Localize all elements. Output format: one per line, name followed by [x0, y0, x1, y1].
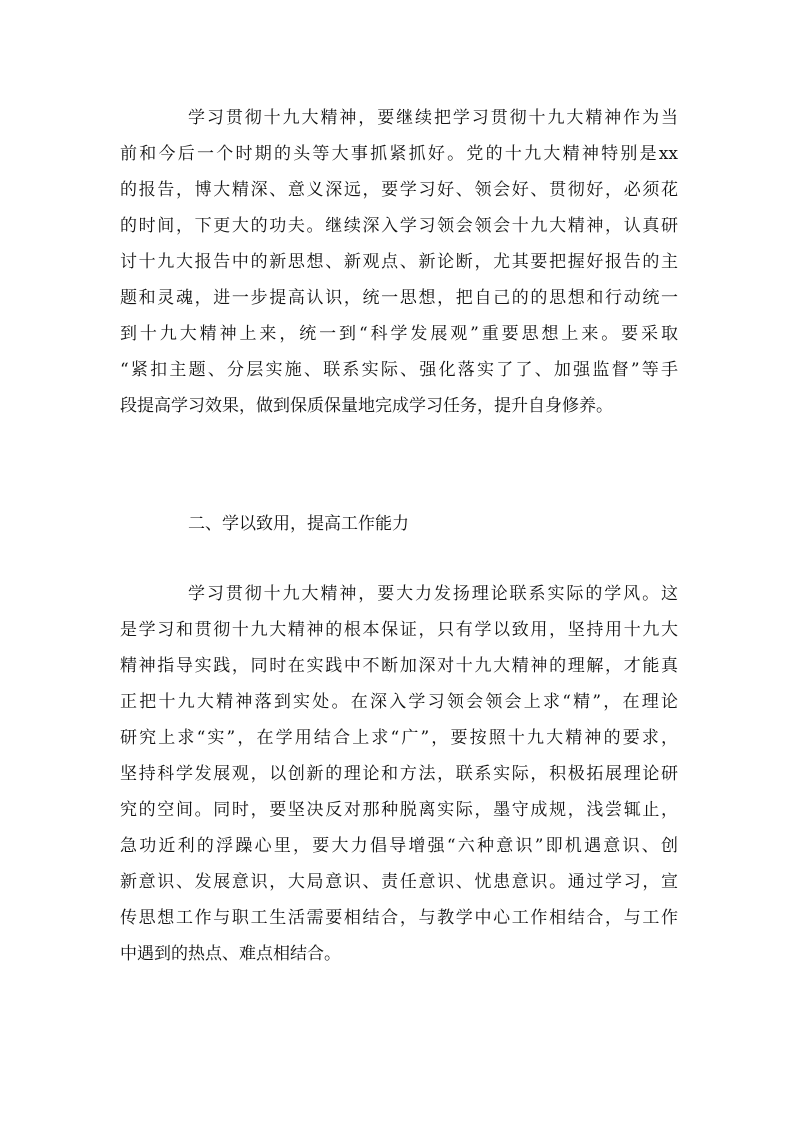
- paragraph-line: 正把十九大精神落到实处。在深入学习领会领会上求“精”，在理论: [120, 692, 678, 712]
- paragraph-line: 是学习和贯彻十九大精神的根本保证，只有学以致用，坚持用十九大: [120, 620, 678, 640]
- paragraph-line: 急功近利的浮躁心里，要大力倡导增强“六种意识”即机遇意识、创: [120, 836, 678, 856]
- body-paragraph-1: [120, 100, 678, 424]
- paragraph-line: 题和灵魂，进一步提高认识，统一思想，把自己的的思想和行动统一: [120, 288, 678, 308]
- paragraph-line: 到十九大精神上来，统一到“科学发展观”重要思想上来。要采取: [120, 324, 678, 344]
- paragraph-line: “紧扣主题、分层实施、联系实际、强化落实了了、加强监督”等手: [120, 360, 678, 380]
- paragraph-line: 前和今后一个时期的头等大事抓紧抓好。党的十九大精神特别是xx: [120, 144, 678, 164]
- paragraph-line: 坚持科学发展观，以创新的理论和方法，联系实际，积极拓展理论研: [120, 764, 678, 784]
- paragraph-line: 学习贯彻十九大精神，要继续把学习贯彻十九大精神作为当: [188, 108, 678, 128]
- section-heading: 二、学以致用，提高工作能力: [188, 514, 409, 534]
- paragraph-line: 研究上求“实”，在学用结合上求“广”，要按照十九大精神的要求，: [120, 728, 678, 748]
- paragraph-line: 中遇到的热点、难点相结合。: [120, 944, 341, 964]
- paragraph-line: 的报告，博大精深、意义深远，要学习好、领会好、贯彻好，必须花: [120, 180, 678, 200]
- body-paragraph-2: [120, 576, 678, 972]
- paragraph-line: 学习贯彻十九大精神，要大力发扬理论联系实际的学风。这: [188, 584, 678, 604]
- paragraph-line: 究的空间。同时，要坚决反对那种脱离实际，墨守成规，浅尝辄止，: [120, 800, 678, 820]
- paragraph-line: 讨十九大报告中的新思想、新观点、新论断，尤其要把握好报告的主: [120, 252, 678, 272]
- paragraph-line: 新意识、发展意识，大局意识、责任意识、忧患意识。通过学习，宣: [120, 872, 678, 892]
- paragraph-line: 的时间，下更大的功夫。继续深入学习领会领会十九大精神，认真研: [120, 216, 678, 236]
- paragraph-line: 段提高学习效果，做到保质保量地完成学习任务，提升自身修养。: [120, 396, 613, 416]
- paragraph-line: 精神指导实践，同时在实践中不断加深对十九大精神的理解，才能真: [120, 656, 678, 676]
- paragraph-line: 传思想工作与职工生活需要相结合，与教学中心工作相结合，与工作: [120, 908, 678, 928]
